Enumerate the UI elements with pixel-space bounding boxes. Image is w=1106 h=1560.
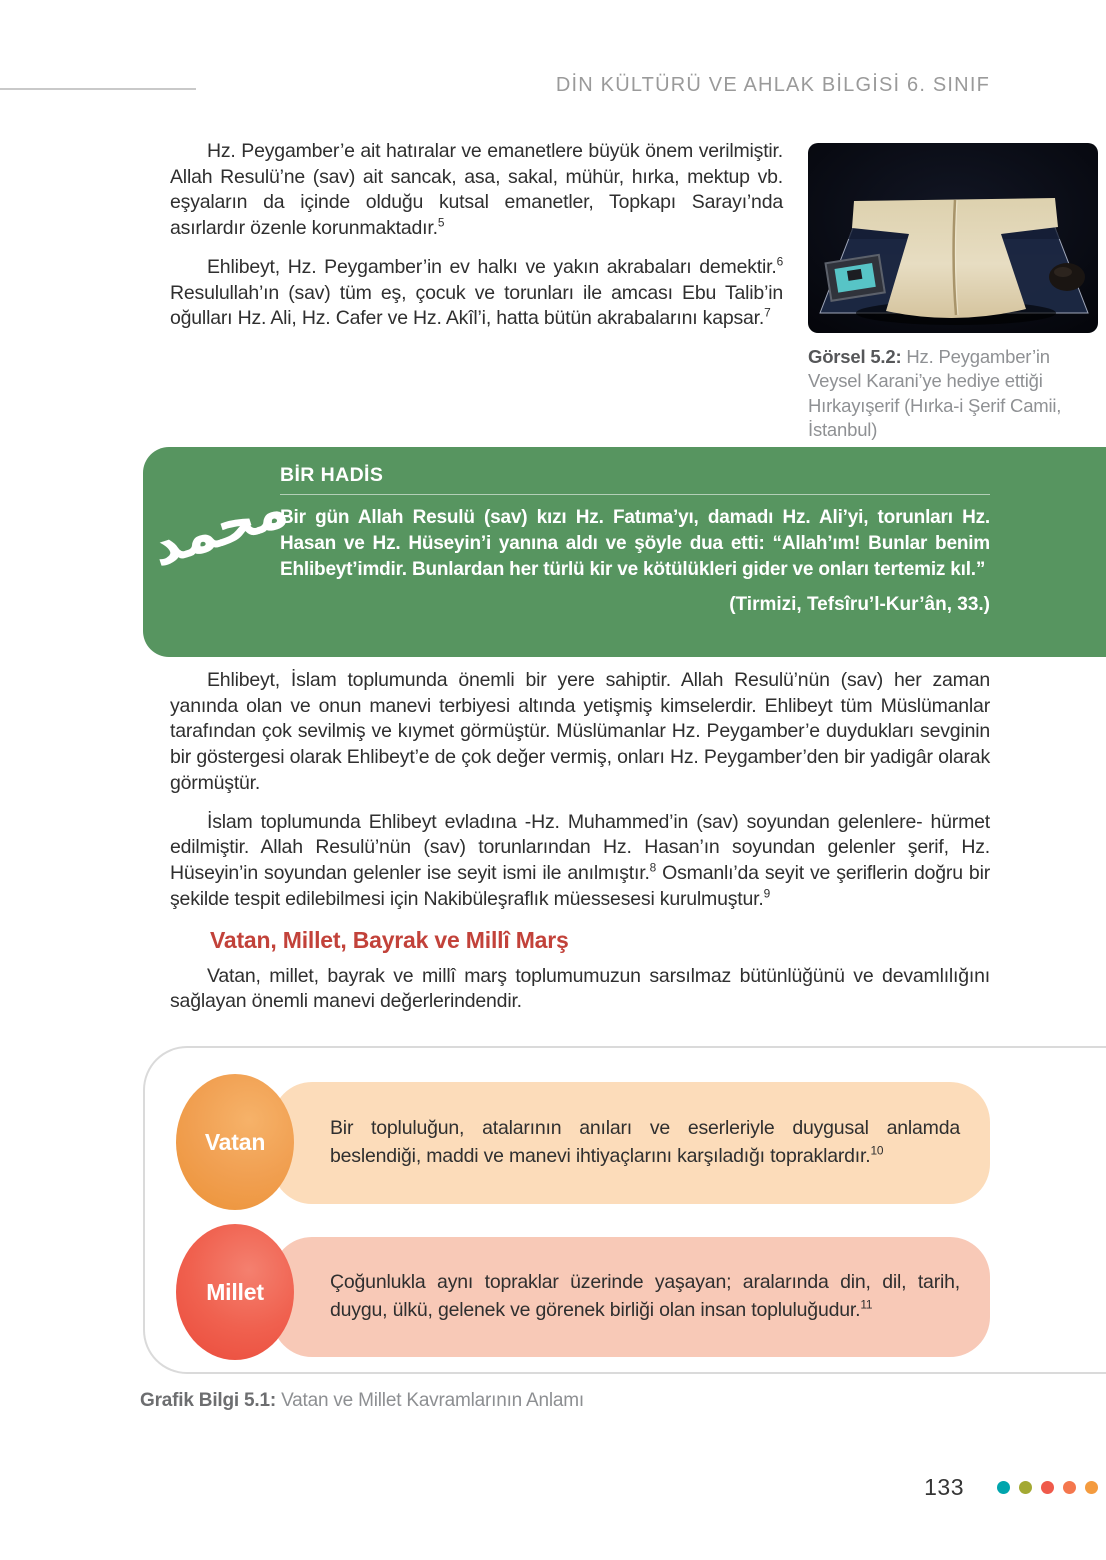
footnote-ref-5: 5 <box>437 215 445 230</box>
footer-dot-teal <box>997 1481 1010 1494</box>
paragraph-text: Ehlibeyt, Hz. Peygamber’in ev halkı ve yakın akrabaları demektir. <box>207 255 777 278</box>
footnote-ref-11: 11 <box>860 1297 873 1312</box>
footnote-ref-10: 10 <box>870 1143 884 1158</box>
paragraph-text: İslam toplumunda Ehlibeyt evladına -Hz. Muhammed’in (sav) soyundan gelenlere- hürmet edilmiştir. Allah Resulü’nün (sav) torunlarından Hz. Hasan’ın soyundan gelenler şerif, Hz. Hüseyin’in soyundan gelenler ise seyit ismi ile anılmıştır. <box>170 810 990 885</box>
figure-caption-text: Hz. Peygamber’in Veysel Karani’ye hediye ettiği Hırkayışerif (Hırka-i Şerif Camii, İstanbul) <box>808 346 1062 441</box>
paragraph-text: Osmanlı’da seyit ve şeriflerin doğru bir şekilde tespit edilebilmesi için Nakibüleşraflık müessesesi kurulmuştur. <box>170 862 990 910</box>
footnote-ref-6: 6 <box>776 254 783 269</box>
paragraph-ehlibeyt-onemi: Ehlibeyt, İslam toplumunda önemli bir yere sahiptir. Allah Resulü’nün (sav) her zaman yanında olan ve onun manevi terbiyesi altında yetişmiş kimselerdir. Ehlibeyt tüm Müslümanlar tarafından çok sevilmiş ve kıymet görmüştür. Müslümanlar Hz. Peygamber’e duydukları sevginin bir göstergesi olarak Ehlibeyt’e de çok değer vermiş, onları Hz. Peygamber’den bir yadigâr olarak görmüştür. <box>170 669 990 794</box>
footer-dot-orange <box>1085 1481 1098 1494</box>
paragraph-kutsal-emanetler <box>170 139 783 242</box>
paragraph-vatan-giris: Vatan, millet, bayrak ve millî marş toplumumuzun sarsılmaz bütünlüğünü ve devamlılığını sağlayan önemli manevi değerlerindendir. <box>170 964 990 1013</box>
main-text-column <box>170 668 990 1028</box>
intro-text-column <box>170 139 783 345</box>
millet-definition-band <box>272 1237 990 1357</box>
hadis-content <box>280 447 990 616</box>
grafik-caption-label: Grafik Bilgi 5.1: <box>140 1390 276 1411</box>
hadis-title: BİR HADİS <box>280 464 384 486</box>
framed-artifact <box>826 255 885 301</box>
term-label: Millet <box>206 1278 264 1305</box>
vatan-term-circle <box>176 1074 294 1210</box>
header-rule <box>0 88 196 90</box>
millet-term-circle <box>176 1224 294 1360</box>
definition-text: Çoğunlukla aynı topraklar üzerinde yaşayan; aralarında din, dil, tarih, duygu, ülkü, gelenek ve görenek birliği olan insan topluluğudur. <box>330 1271 960 1321</box>
section-heading-vatan-millet: Vatan, Millet, Bayrak ve Millî Marş <box>210 926 569 953</box>
vatan-definition-text <box>330 1115 960 1170</box>
figure-caption-label: Görsel 5.2: <box>808 346 902 367</box>
dark-object <box>1049 263 1085 291</box>
footer-dot-olive <box>1019 1481 1032 1494</box>
hadis-body-text: Bir gün Allah Resulü (sav) kızı Hz. Fatıma’yı, damadı Hz. Ali’yi, torunları Hz. Hasan ve Hz. Hüseyin’i yanına aldı ve şöyle dua etti: “Allah’ım! Bunlar benim Ehlibeyt’imdir. Bunlardan her türlü kir ve kötülükleri gider ve onları tertemiz kıl.” <box>280 507 990 581</box>
grafik-caption-text: Vatan ve Millet Kavramlarının Anlamı <box>275 1390 584 1411</box>
paragraph-text: Resulullah’ın (sav) tüm eş, çocuk ve torunları ile amcası Ebu Talib’in oğulları Hz. Ali, Hz. Cafer ve Hz. Akîl’i, hatta bütün akrabalarını kapsar. <box>170 281 783 330</box>
footnote-ref-7: 7 <box>764 305 771 320</box>
footer-dot-orange-red <box>1063 1481 1076 1494</box>
muhammad-calligraphy-icon: محمد <box>142 475 296 579</box>
hadis-title-rule <box>280 494 990 495</box>
page-number: 133 <box>924 1474 964 1500</box>
definition-text: Bir topluluğun, atalarının anıları ve eserleriyle duygusal anlamda beslendiği, maddi ve manevi ihtiyaçlarını karşıladığı topraklardır. <box>330 1117 960 1167</box>
millet-definition-text <box>330 1269 960 1324</box>
figure-gorsel-5-2 <box>808 143 1100 443</box>
page-header-title: DİN KÜLTÜRÜ VE AHLAK BİLGİSİ 6. SINIF <box>555 74 990 96</box>
grafik-bilgi-container <box>143 1046 1106 1374</box>
footnote-ref-8: 8 <box>649 860 657 875</box>
hirka-serif-photo <box>808 143 1098 333</box>
vatan-definition-band <box>272 1082 990 1204</box>
page-footer <box>924 1474 1098 1501</box>
paragraph-text: Hz. Peygamber’e ait hatıralar ve emanetlere büyük önem verilmiştir. Allah Resulü’ne (sav) ait sancak, asa, sakal, mühür, hırka, mektup vb. eşyaların da içinde olduğu kutsal emanetler, Topkapı Sarayı’nda asırlardır özenle korunmaktadır. <box>170 140 783 240</box>
term-label: Vatan <box>204 1128 266 1155</box>
grafik-bilgi-caption <box>140 1390 584 1412</box>
hadis-source: (Tirmizi, Tefsîru’l-Kur’ân, 33.) <box>729 593 990 615</box>
paragraph-seyit-serif <box>170 810 990 913</box>
paragraph-ehlibeyt-tanim <box>170 255 783 332</box>
footnote-ref-9: 9 <box>763 886 771 901</box>
footer-dot-red <box>1041 1481 1054 1494</box>
figure-caption <box>808 345 1100 443</box>
hadis-box <box>143 447 1106 657</box>
